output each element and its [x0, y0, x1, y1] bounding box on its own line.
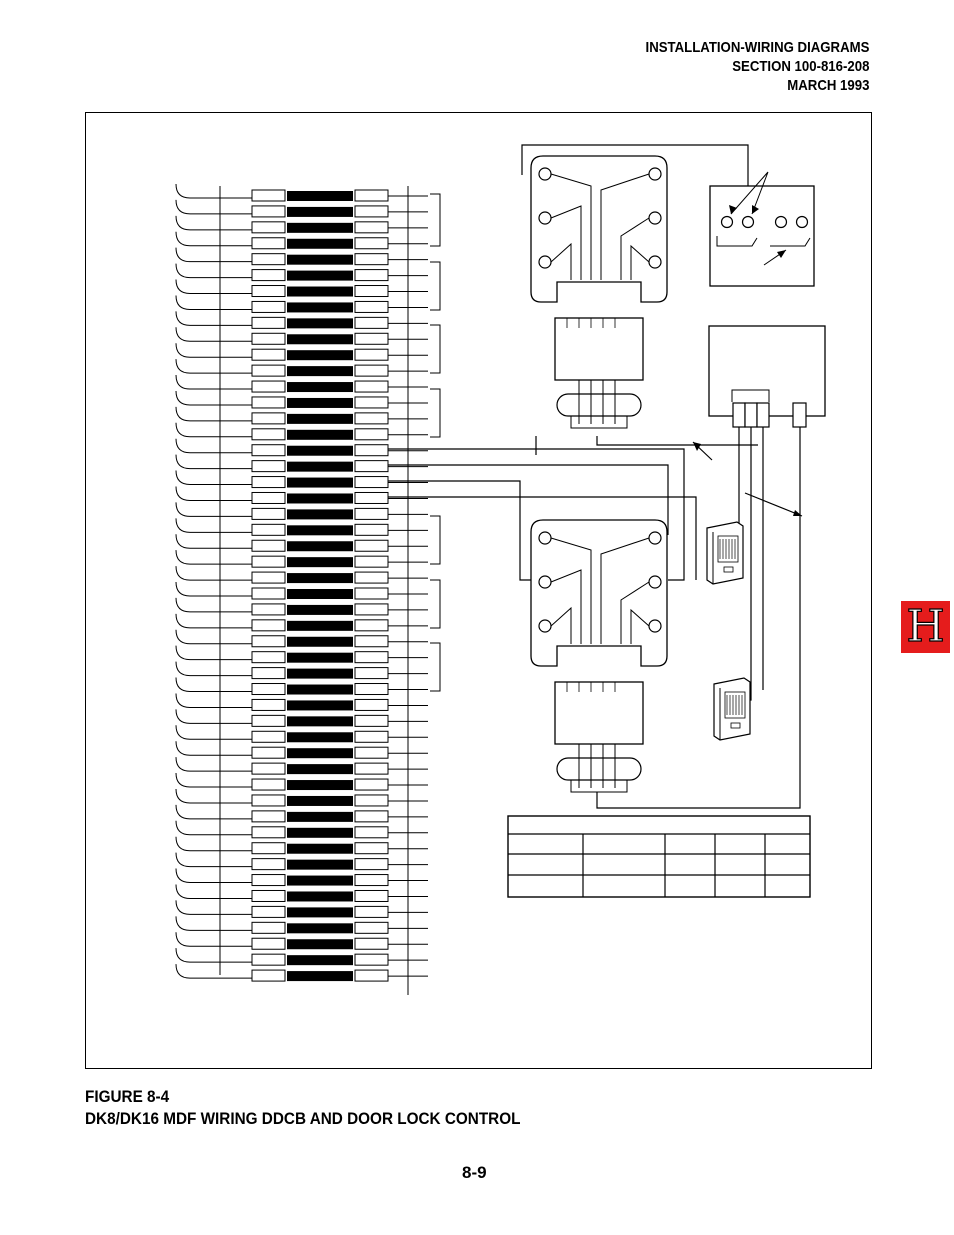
header-line-date: MARCH 1993	[786, 77, 869, 94]
mdf-terminal-right	[355, 349, 388, 360]
mdf-terminal-left	[252, 381, 285, 392]
mdf-terminal-right	[355, 524, 388, 535]
mdf-terminal-left	[252, 699, 285, 710]
mdf-cable-wire	[176, 295, 252, 309]
mdf-terminal-left	[252, 843, 285, 854]
mdf-terminal-left	[252, 906, 285, 917]
mdf-terminal-right	[355, 699, 388, 710]
mdf-cable-wire	[176, 502, 252, 516]
mdf-terminal-right	[355, 859, 388, 870]
mdf-terminal-right	[355, 381, 388, 392]
mdf-connector-black	[287, 366, 353, 376]
mdf-connector-black	[287, 334, 353, 344]
mdf-terminal-left	[252, 429, 285, 440]
mdf-terminal-left	[252, 620, 285, 631]
ddcb-lower-block	[531, 520, 667, 792]
mdf-terminal-left	[252, 333, 285, 344]
arrow-head	[793, 510, 802, 516]
mdf-cable-wire	[176, 630, 252, 644]
mdf-terminal-left	[252, 668, 285, 679]
power-terminal	[793, 403, 806, 427]
mdf-terminal-left	[252, 747, 285, 758]
mdf-connector-black	[287, 669, 353, 679]
power-terminal	[745, 403, 757, 427]
mdf-connector-black	[287, 302, 353, 312]
pair-bracket	[430, 516, 440, 564]
mdf-terminal-right	[355, 795, 388, 806]
mdf-connector-black	[287, 971, 353, 981]
mdf-cable-wire	[176, 693, 252, 707]
mdf-connector-black	[287, 398, 353, 408]
screw-terminal	[539, 532, 551, 544]
relay-box-outline	[710, 186, 814, 286]
mdf-terminal-right	[355, 843, 388, 854]
mdf-terminal-right	[355, 254, 388, 265]
mdf-terminal-left	[252, 795, 285, 806]
mdf-cable-wire	[176, 264, 252, 278]
mdf-terminal-left	[252, 604, 285, 615]
mdf-terminal-right	[355, 333, 388, 344]
mdf-terminal-left	[252, 492, 285, 503]
mdf-cable-wire	[176, 821, 252, 835]
mdf-connector-black	[287, 382, 353, 392]
mdf-cable-wire	[176, 884, 252, 898]
mdf-cable-wire	[176, 455, 252, 469]
mdf-connector-black	[287, 828, 353, 838]
pair-bracket	[430, 580, 440, 628]
mdf-connector-black	[287, 685, 353, 695]
mdf-cable-wire	[176, 964, 252, 978]
pair-bracket	[430, 643, 440, 691]
mdf-cable-wire	[176, 311, 252, 325]
relay-terminal	[797, 217, 808, 228]
screw-terminal	[539, 576, 551, 588]
mdf-terminal-left	[252, 254, 285, 265]
mdf-terminal-left	[252, 859, 285, 870]
pair-bracket	[430, 325, 440, 373]
mdf-terminal-right	[355, 461, 388, 472]
mdf-cable-wire	[176, 518, 252, 532]
section-tab	[901, 601, 950, 653]
mdf-cable-wire	[176, 614, 252, 628]
mdf-connector-black	[287, 780, 353, 790]
mdf-terminal-left	[252, 508, 285, 519]
mdf-cable-wire	[176, 773, 252, 787]
mdf-cable-wire	[176, 869, 252, 883]
mdf-connector-black	[287, 907, 353, 917]
pair-bracket	[430, 194, 440, 246]
devices	[531, 156, 825, 792]
mdf-connector-black	[287, 732, 353, 742]
mdf-terminal-left	[252, 477, 285, 488]
mdf-cable-wire	[176, 471, 252, 485]
mdf-cable-wire	[176, 216, 252, 230]
mdf-cable-wire	[176, 757, 252, 771]
mdf-terminal-right	[355, 970, 388, 981]
mdf-connector-black	[287, 700, 353, 710]
mdf-terminal-right	[355, 397, 388, 408]
mdf-terminal-right	[355, 922, 388, 933]
screw-terminal	[539, 256, 551, 268]
mdf-terminal-left	[252, 397, 285, 408]
mdf-terminal-right	[355, 556, 388, 567]
ddcb-upper-block	[531, 156, 667, 428]
mdf-connector-black	[287, 796, 353, 806]
modular-plug	[555, 318, 643, 380]
mdf-connector-black	[287, 637, 353, 647]
mdf-connector-black	[287, 255, 353, 265]
mdf-terminal-right	[355, 906, 388, 917]
header-line-section: SECTION 100-816-208	[731, 58, 869, 75]
mdf-terminal-left	[252, 588, 285, 599]
mdf-terminal-right	[355, 270, 388, 281]
mdf-terminal-left	[252, 811, 285, 822]
mdf-cable-wire	[176, 439, 252, 453]
mdf-connector-black	[287, 350, 353, 360]
wiring-table	[508, 816, 810, 897]
mdf-terminal-left	[252, 572, 285, 583]
mdf-terminal-right	[355, 572, 388, 583]
wire-run	[745, 493, 802, 516]
mdf-terminal-right	[355, 429, 388, 440]
mdf-connector-black	[287, 478, 353, 488]
mdf-terminal-left	[252, 301, 285, 312]
mdf-terminal-left	[252, 779, 285, 790]
mdf-cable-wire	[176, 534, 252, 548]
mdf-cable-wire	[176, 407, 252, 421]
mdf-connector-black	[287, 748, 353, 758]
mdf-connector-black	[287, 271, 353, 281]
pair-bracket	[430, 262, 440, 310]
mdf-connector-black	[287, 939, 353, 949]
mdf-cable-wire	[176, 550, 252, 564]
plug-cable-loop	[557, 394, 641, 416]
mdf-connector-black	[287, 573, 353, 583]
mdf-cable-wire	[176, 566, 252, 580]
mdf-terminal-left	[252, 349, 285, 360]
mdf-terminal-right	[355, 317, 388, 328]
mdf-connector-black	[287, 287, 353, 297]
mdf-cable-wire	[176, 375, 252, 389]
relay-terminal	[743, 217, 754, 228]
mdf-connector-black	[287, 621, 353, 631]
screw-terminal	[649, 256, 661, 268]
mdf-terminal-block	[176, 184, 428, 995]
door-phone-button	[731, 723, 740, 728]
mdf-terminal-left	[252, 317, 285, 328]
mdf-terminal-left	[252, 922, 285, 933]
mdf-connector-black	[287, 716, 353, 726]
mdf-connector-black	[287, 844, 353, 854]
header-line-title: INSTALLATION-WIRING DIAGRAMS	[645, 39, 869, 56]
mdf-terminal-left	[252, 413, 285, 424]
mdf-cable-wire	[176, 646, 252, 660]
mdf-cable-wire	[176, 280, 252, 294]
mdf-terminal-left	[252, 270, 285, 281]
screw-terminal	[649, 168, 661, 180]
mdf-connector-black	[287, 446, 353, 456]
mdf-connector-black	[287, 541, 353, 551]
page-number: 8-9	[462, 1163, 487, 1182]
mdf-cable-wire	[176, 678, 252, 692]
mdf-connector-black	[287, 525, 353, 535]
mdf-connector-black	[287, 764, 353, 774]
mdf-terminal-left	[252, 652, 285, 663]
mdf-terminal-left	[252, 524, 285, 535]
modular-plug	[555, 682, 643, 744]
mdf-cable-wire	[176, 423, 252, 437]
mdf-terminal-right	[355, 747, 388, 758]
mdf-terminal-left	[252, 970, 285, 981]
mdf-terminal-right	[355, 477, 388, 488]
plug-cable-loop	[557, 758, 641, 780]
mdf-connector-black	[287, 557, 353, 567]
mdf-terminal-left	[252, 684, 285, 695]
mdf-connector-black	[287, 191, 353, 201]
mdf-terminal-left	[252, 222, 285, 233]
mdf-terminal-left	[252, 556, 285, 567]
screw-terminal	[649, 576, 661, 588]
power-terminal	[757, 403, 769, 427]
mdf-cable-wire	[176, 805, 252, 819]
mdf-cable-wire	[176, 184, 252, 198]
mdf-connector-black	[287, 653, 353, 663]
mdf-cable-wire	[176, 232, 252, 246]
mdf-terminal-left	[252, 890, 285, 901]
mdf-connector-black	[287, 318, 353, 328]
door-lock-relay-box	[710, 172, 814, 286]
door-phone-button	[724, 567, 733, 572]
pair-bracket	[430, 389, 440, 437]
mdf-terminal-right	[355, 301, 388, 312]
mdf-terminal-left	[252, 206, 285, 217]
mdf-terminal-left	[252, 445, 285, 456]
mdf-terminal-right	[355, 286, 388, 297]
mdf-terminal-right	[355, 604, 388, 615]
mdf-terminal-right	[355, 492, 388, 503]
door-phone-upper	[707, 522, 743, 584]
mdf-connector-black	[287, 414, 353, 424]
figure-title: DK8/DK16 MDF WIRING DDCB AND DOOR LOCK CONTROL	[85, 1109, 521, 1128]
mdf-connector-black	[287, 493, 353, 503]
mdf-terminal-left	[252, 954, 285, 965]
mdf-terminal-right	[355, 684, 388, 695]
mdf-cable-wire	[176, 853, 252, 867]
mdf-terminal-left	[252, 238, 285, 249]
mdf-terminal-left	[252, 938, 285, 949]
mdf-cable-wire	[176, 359, 252, 373]
mdf-cable-wire	[176, 916, 252, 930]
mdf-terminal-left	[252, 636, 285, 647]
mdf-terminal-right	[355, 222, 388, 233]
mdf-terminal-left	[252, 731, 285, 742]
mdf-terminal-right	[355, 190, 388, 201]
mdf-terminal-right	[355, 779, 388, 790]
jack-plate	[531, 156, 667, 302]
mdf-terminal-right	[355, 763, 388, 774]
mdf-terminal-right	[355, 413, 388, 424]
figure-caption	[85, 1086, 520, 1130]
screw-terminal	[649, 620, 661, 632]
mdf-connector-black	[287, 891, 353, 901]
mdf-cable-wire	[176, 837, 252, 851]
power-terminal	[733, 403, 745, 427]
mdf-terminal-right	[355, 811, 388, 822]
mdf-terminal-right	[355, 620, 388, 631]
mdf-cable-wire	[176, 725, 252, 739]
mdf-cable-wire	[176, 709, 252, 723]
mdf-terminal-left	[252, 715, 285, 726]
mdf-terminal-right	[355, 206, 388, 217]
mdf-connector-black	[287, 207, 353, 217]
mdf-connector-black	[287, 876, 353, 886]
pair-brackets	[430, 194, 440, 691]
mdf-terminal-right	[355, 445, 388, 456]
mdf-connector-black	[287, 239, 353, 249]
mdf-terminal-right	[355, 890, 388, 901]
screw-terminal	[539, 620, 551, 632]
mdf-cable-wire	[176, 343, 252, 357]
mdf-connector-black	[287, 223, 353, 233]
mdf-connector-black	[287, 955, 353, 965]
mdf-terminal-right	[355, 954, 388, 965]
mdf-terminal-right	[355, 875, 388, 886]
mdf-connector-black	[287, 812, 353, 822]
mdf-terminal-right	[355, 827, 388, 838]
mdf-terminal-left	[252, 461, 285, 472]
mdf-terminal-left	[252, 540, 285, 551]
mdf-cable-wire	[176, 948, 252, 962]
mdf-terminal-left	[252, 365, 285, 376]
mdf-connector-black	[287, 605, 353, 615]
mdf-connector-black	[287, 589, 353, 599]
mdf-connector-black	[287, 430, 353, 440]
mdf-connector-black	[287, 509, 353, 519]
arrow-head	[693, 442, 701, 451]
mdf-terminal-right	[355, 636, 388, 647]
mdf-cable-wire	[176, 789, 252, 803]
mdf-connector-black	[287, 923, 353, 933]
power-supply-box	[709, 326, 825, 427]
mdf-terminal-right	[355, 715, 388, 726]
section-tab-letter: H	[906, 601, 945, 652]
door-phone-lower	[714, 678, 750, 740]
mdf-terminal-right	[355, 540, 388, 551]
mdf-terminal-left	[252, 190, 285, 201]
mdf-connector-black	[287, 860, 353, 870]
mdf-terminal-right	[355, 731, 388, 742]
mdf-terminal-right	[355, 938, 388, 949]
relay-terminal	[722, 217, 733, 228]
jack-plate	[531, 520, 667, 666]
screw-terminal	[539, 168, 551, 180]
mdf-terminal-right	[355, 588, 388, 599]
wire-run	[597, 436, 758, 445]
mdf-cable-wire	[176, 391, 252, 405]
mdf-terminal-left	[252, 763, 285, 774]
mdf-terminal-right	[355, 652, 388, 663]
mdf-connector-black	[287, 462, 353, 472]
mdf-cable-wire	[176, 200, 252, 214]
screw-terminal	[539, 212, 551, 224]
screw-terminal	[649, 532, 661, 544]
mdf-cable-wire	[176, 248, 252, 262]
mdf-terminal-left	[252, 827, 285, 838]
mdf-cable-wire	[176, 327, 252, 341]
mdf-terminal-right	[355, 238, 388, 249]
mdf-terminal-left	[252, 875, 285, 886]
mdf-terminal-right	[355, 365, 388, 376]
mdf-cable-wire	[176, 741, 252, 755]
mdf-terminal-right	[355, 508, 388, 519]
mdf-cable-wire	[176, 932, 252, 946]
mdf-cable-wire	[176, 486, 252, 500]
mdf-terminal-right	[355, 668, 388, 679]
mdf-cable-wire	[176, 900, 252, 914]
mdf-cable-wire	[176, 662, 252, 676]
figure-number: FIGURE 8-4	[85, 1087, 170, 1106]
screw-terminal	[649, 212, 661, 224]
mdf-terminal-left	[252, 286, 285, 297]
mdf-cable-wire	[176, 582, 252, 596]
mdf-cable-wire	[176, 598, 252, 612]
relay-terminal	[776, 217, 787, 228]
